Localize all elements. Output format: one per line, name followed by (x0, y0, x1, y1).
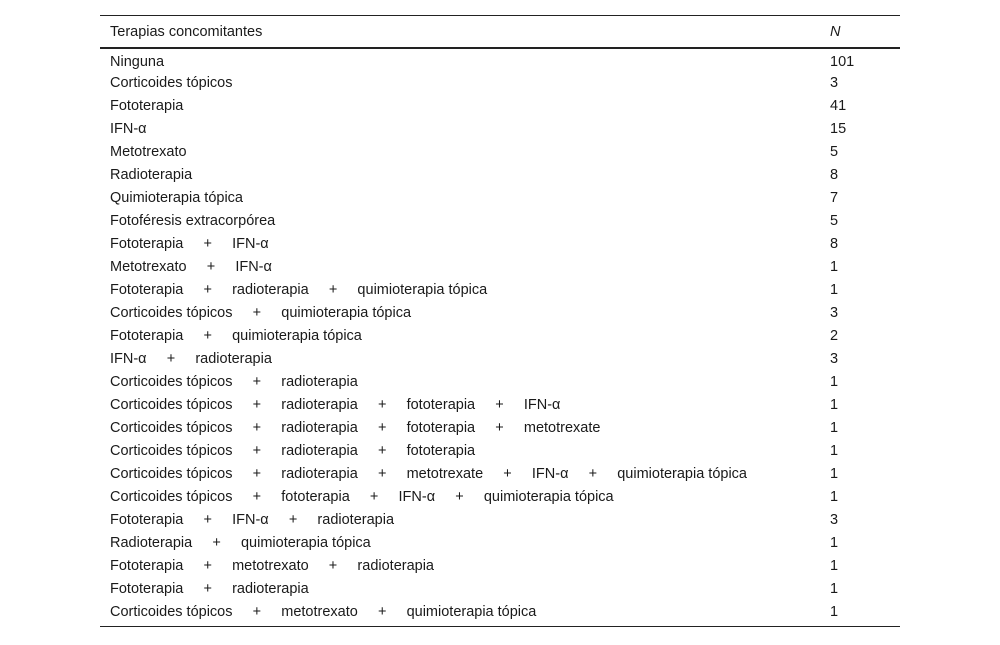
count-cell: 1 (830, 557, 839, 574)
count-cell: 1 (830, 258, 839, 275)
count-cell: 15 (830, 120, 847, 137)
table-row (100, 600, 900, 626)
therapy-cell: Corticoides tópicos + fototerapia + IFN-α + quimioterapia tópica (110, 488, 614, 505)
table-row (100, 508, 900, 531)
concomitant-therapies-table-container (100, 15, 900, 627)
count-cell: 7 (830, 189, 839, 206)
header-n: N (830, 23, 841, 40)
therapy-cell: IFN-α (110, 120, 147, 137)
table-row (100, 232, 900, 255)
count-cell: 5 (830, 143, 839, 160)
therapy-cell: Corticoides tópicos + quimioterapia tópica (110, 304, 412, 321)
count-cell: 3 (830, 511, 839, 528)
count-cell: 5 (830, 212, 839, 229)
header-therapy: Terapias concomitantes (110, 23, 263, 40)
count-cell: 1 (830, 442, 839, 459)
therapy-cell: Fotoféresis extracorpórea (110, 212, 276, 229)
count-cell: 3 (830, 350, 839, 367)
table-row (100, 301, 900, 324)
therapy-cell: Ninguna (110, 53, 165, 70)
table-row (100, 416, 900, 439)
count-cell: 1 (830, 534, 839, 551)
count-cell: 1 (830, 396, 839, 413)
count-cell: 3 (830, 74, 839, 91)
therapy-cell: Corticoides tópicos + radioterapia + metotrexate + IFN-α + quimioterapia tópica (110, 465, 747, 482)
therapy-cell: Fototerapia (110, 97, 184, 114)
table-row (100, 255, 900, 278)
table-row (100, 94, 900, 117)
table-row (100, 531, 900, 554)
therapy-cell: Fototerapia + IFN-α (110, 235, 269, 252)
table-header (100, 16, 900, 49)
therapy-cell: Corticoides tópicos + radioterapia + fototerapia (110, 442, 476, 459)
count-cell: 1 (830, 603, 839, 620)
count-cell: 1 (830, 373, 839, 390)
table-row (100, 209, 900, 232)
therapy-cell: Fototerapia + radioterapia (110, 580, 309, 597)
therapy-cell: Radioterapia + quimioterapia tópica (110, 534, 371, 551)
table-row (100, 48, 900, 71)
count-cell: 1 (830, 419, 839, 436)
table-row (100, 393, 900, 416)
count-cell: 1 (830, 281, 839, 298)
count-cell: 8 (830, 166, 839, 183)
table-row (100, 370, 900, 393)
therapy-cell: Corticoides tópicos (110, 74, 233, 91)
table-row (100, 462, 900, 485)
count-cell: 2 (830, 327, 839, 344)
therapy-cell: Fototerapia + metotrexato + radioterapia (110, 557, 434, 574)
therapy-cell: Metotrexato (110, 143, 187, 160)
count-cell: 8 (830, 235, 839, 252)
therapy-cell: Fototerapia + IFN-α + radioterapia (110, 511, 395, 528)
therapy-cell: Corticoides tópicos + metotrexato + quimioterapia tópica (110, 603, 537, 620)
therapy-cell: Radioterapia (110, 166, 193, 183)
table-row (100, 485, 900, 508)
count-cell: 1 (830, 580, 839, 597)
table-row (100, 163, 900, 186)
concomitant-therapies-table (100, 15, 900, 626)
therapy-cell: IFN-α + radioterapia (110, 350, 272, 367)
header-row (100, 16, 900, 49)
therapy-cell: Corticoides tópicos + radioterapia + fototerapia + IFN-α (110, 396, 561, 413)
therapy-cell: Fototerapia + quimioterapia tópica (110, 327, 362, 344)
therapy-cell: Quimioterapia tópica (110, 189, 243, 206)
therapy-cell: Corticoides tópicos + radioterapia (110, 373, 358, 390)
table-row (100, 140, 900, 163)
table-bottom-rule (100, 626, 900, 627)
therapy-cell: Metotrexato + IFN-α (110, 258, 272, 275)
table-row (100, 347, 900, 370)
count-cell: 41 (830, 97, 847, 114)
table-row (100, 278, 900, 301)
therapy-cell: Corticoides tópicos + radioterapia + fototerapia + metotrexate (110, 419, 601, 436)
table-row (100, 324, 900, 347)
table-row (100, 439, 900, 462)
table-row (100, 577, 900, 600)
table-row (100, 186, 900, 209)
count-cell: 101 (830, 53, 855, 70)
table-row (100, 71, 900, 94)
table-row (100, 117, 900, 140)
table-body (100, 48, 900, 626)
count-cell: 1 (830, 465, 839, 482)
therapy-cell: Fototerapia + radioterapia + quimioterapia tópica (110, 281, 488, 298)
table-row (100, 554, 900, 577)
count-cell: 3 (830, 304, 839, 321)
count-cell: 1 (830, 488, 839, 505)
